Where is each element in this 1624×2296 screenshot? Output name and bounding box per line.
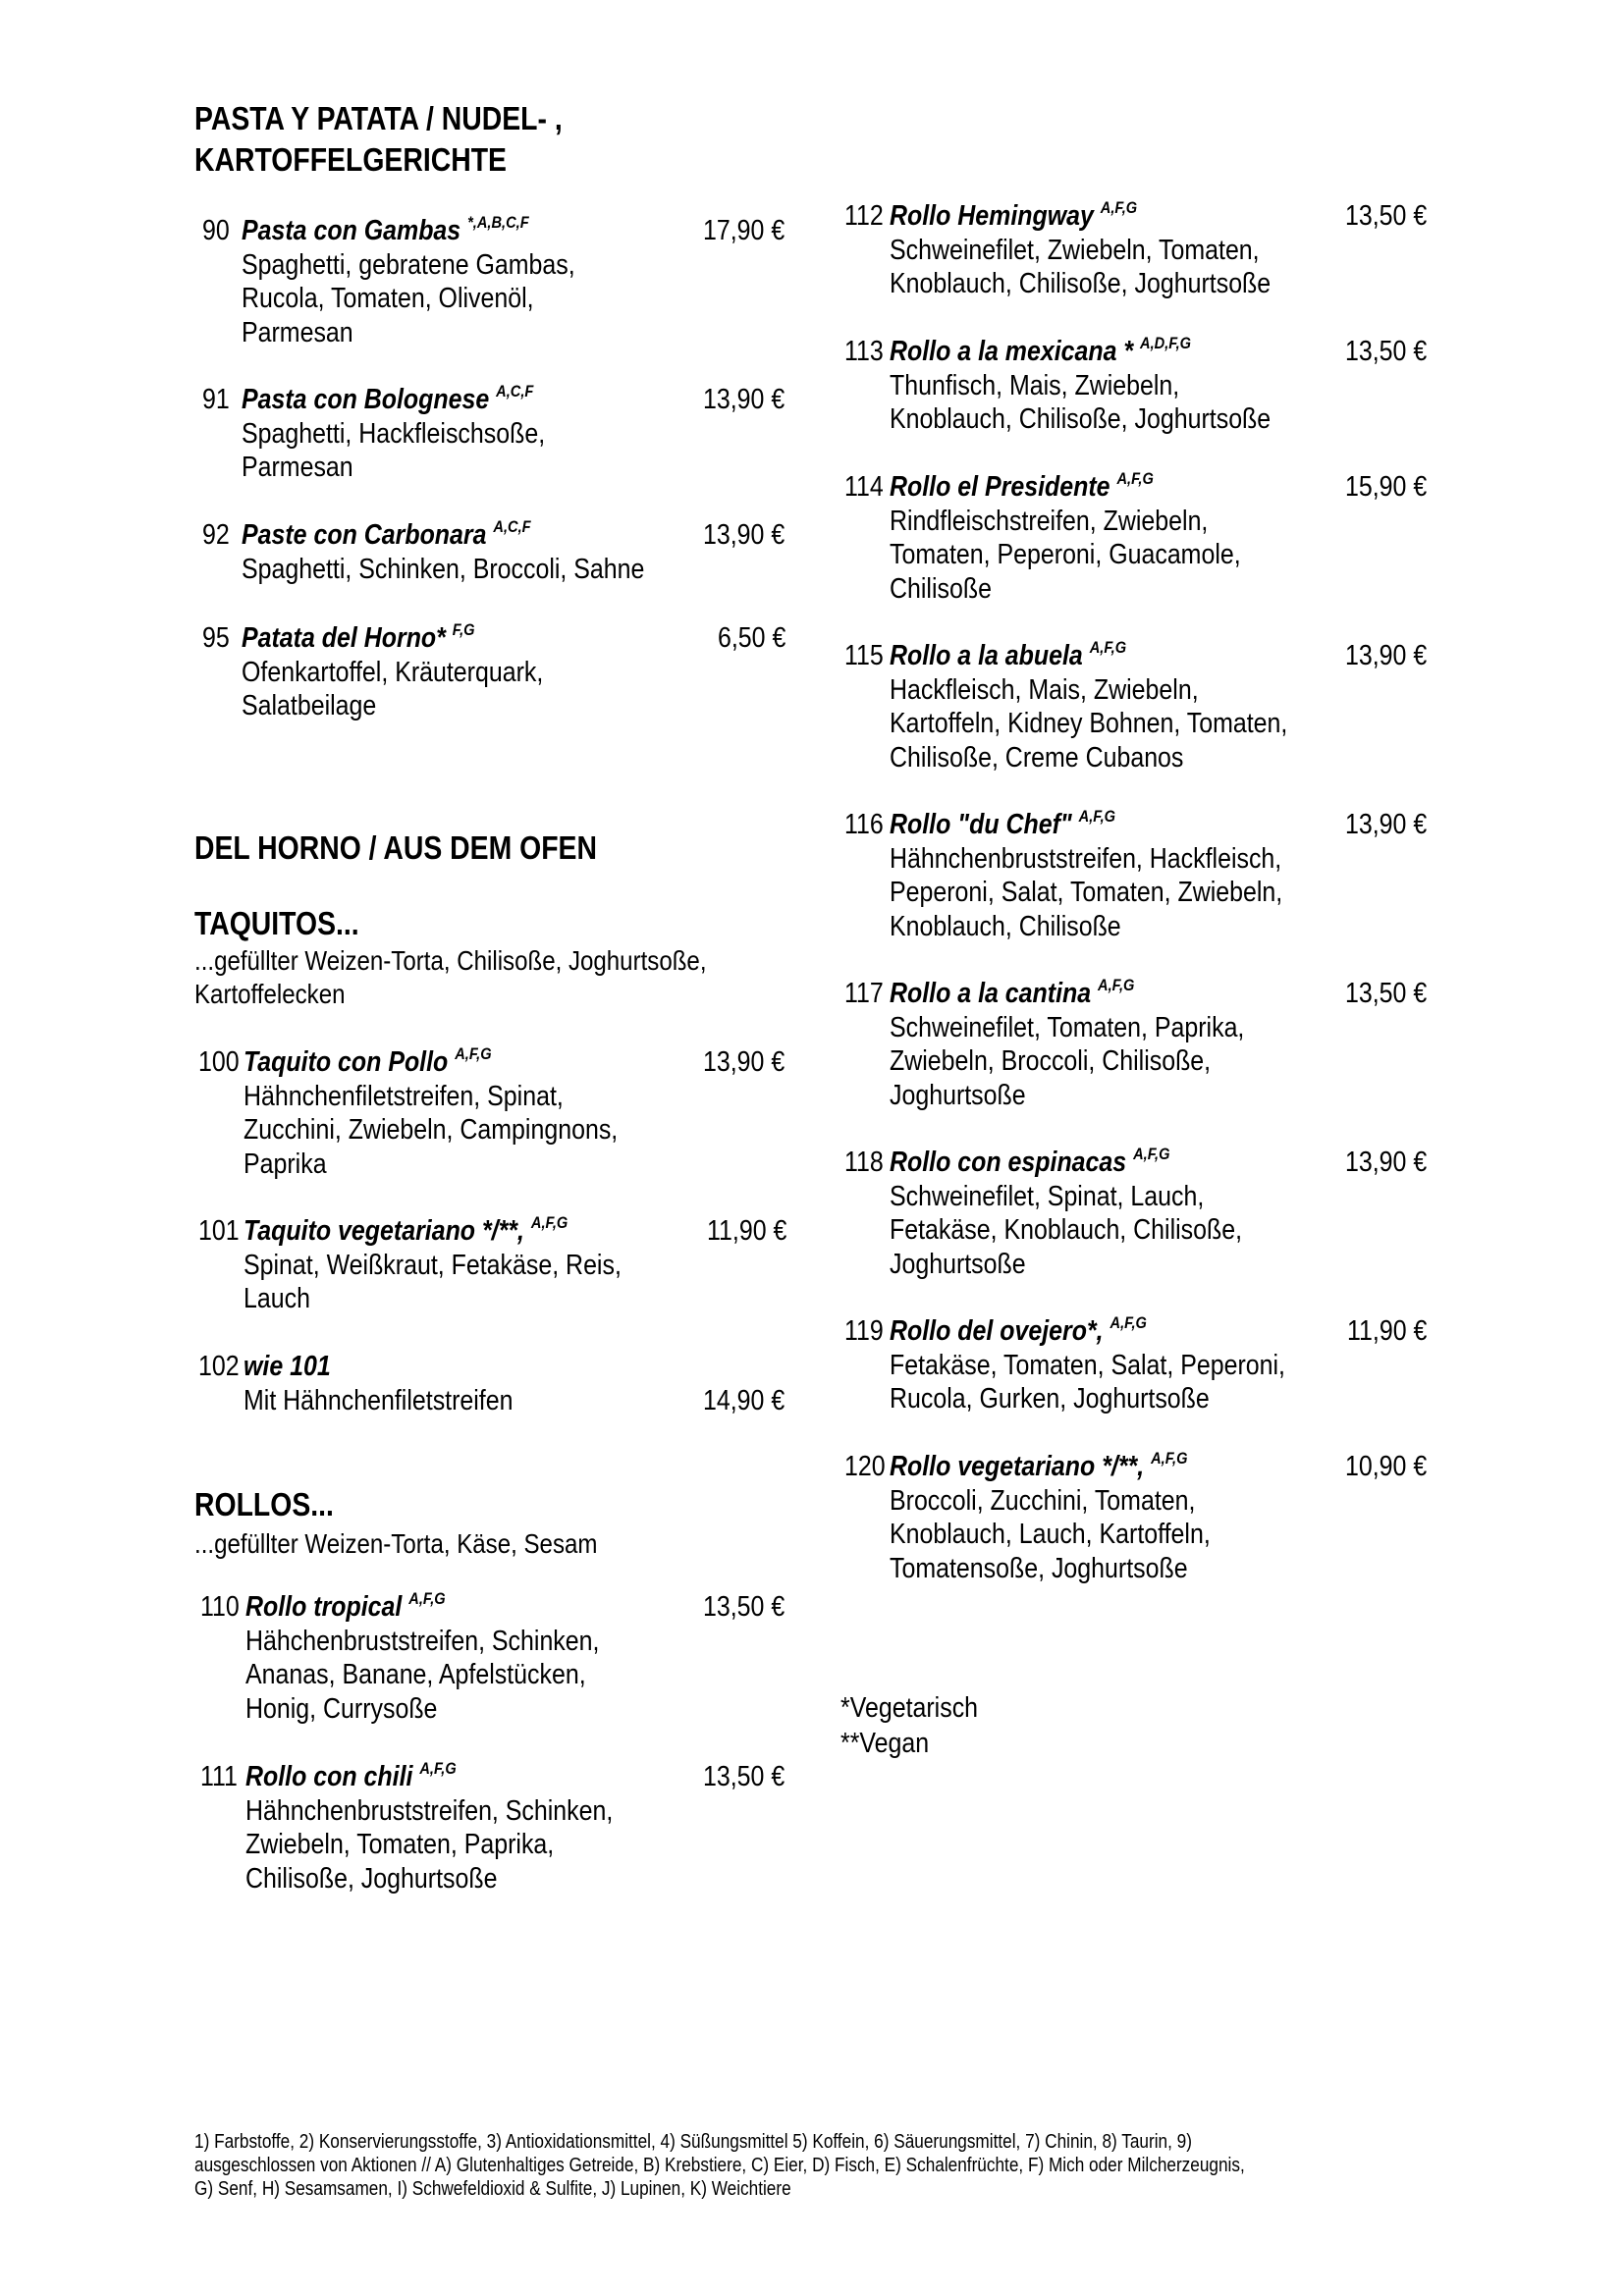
item-number: 112 [844,200,884,232]
item-name-text: Paste con Carbonara [242,519,487,551]
description-line: Broccoli, Zucchini, Tomaten, [890,1484,1196,1517]
description-line: Lauch [244,1283,310,1314]
item-price: 13,90 € [1345,640,1428,671]
description-line: Parmesan [242,316,353,348]
footnote-line: 1) Farbstoffe, 2) Konservierungsstoffe, 3) Antioxidationsmittel, 4) Süßungsmittel 5) Koffein, 6) Säuerungsmittel, 7) Chinin, 8) Taurin, 9) [194,2131,1192,2153]
item-description [244,1080,618,1182]
description-line: Rucola, Tomaten, Olivenöl, [242,283,534,314]
item-number: 101 [198,1215,240,1247]
allergen-codes: A,C,F [493,517,531,536]
item-number: 113 [844,336,884,367]
allergen-codes: A,F,G [1089,638,1127,657]
item-name [890,639,1126,673]
item-name [244,1045,492,1080]
item-name-text: Rollo con chili [245,1761,413,1792]
allergen-codes: A,C,F [496,382,534,400]
item-name-text: Pasta con Bolognese [242,384,490,415]
description-line: Zucchini, Zwiebeln, Campingnons, [244,1114,619,1146]
allergen-footnote [194,2130,1245,2201]
item-description [890,1349,1285,1416]
allergen-codes: A,F,G [530,1213,568,1232]
item-name [245,1590,446,1625]
item-name [890,977,1134,1011]
description-line: Paprika [244,1148,327,1180]
item-name-text: Rollo vegetariano */**, [890,1451,1145,1482]
item-description [890,1180,1242,1282]
item-number: 100 [198,1046,240,1078]
allergen-codes: A,F,G [1110,1313,1147,1332]
taquitos-subtitle [194,944,707,1011]
description-line: Schweinefilet, Tomaten, Paprika, [890,1011,1245,1043]
description-line: Zwiebeln, Tomaten, Paprika, [245,1829,555,1860]
item-description [242,248,575,350]
item-name [242,518,531,553]
subtitle-line: ...gefüllter Weizen-Torta, Chilisoße, Joghurtsoße, [194,945,707,976]
item-price: 13,50 € [1345,200,1428,232]
item-number: 90 [202,215,230,246]
item-name [242,214,529,248]
description-line: Knoblauch, Chilisoße, Joghurtsoße [890,268,1272,299]
item-name-text: Pasta con Gambas [242,215,461,246]
allergen-codes: A,F,G [1116,469,1154,488]
item-description [890,234,1271,301]
item-description [242,553,644,587]
description-line: Tomatensoße, Joghurtsoße [890,1552,1188,1584]
item-name-text: Rollo a la mexicana * [890,336,1134,367]
heading-line: PASTA Y PATATA / NUDEL- , [194,100,563,136]
item-price: 13,90 € [703,519,785,551]
item-price: 13,90 € [703,384,785,415]
subtitle-line: Kartoffelecken [194,979,346,1009]
item-name-text: Rollo a la cantina [890,978,1092,1009]
item-price: 13,90 € [1345,809,1428,840]
item-name-text: Taquito con Pollo [244,1046,449,1078]
item-description [244,1249,622,1316]
description-line: Spaghetti, Hackfleischsoße, [242,417,546,450]
description-line: Honig, Currysoße [245,1692,438,1725]
rollos-subtitle: ...gefüllter Weizen-Torta, Käse, Sesam [194,1528,598,1559]
taquitos-heading: TAQUITOS... [194,905,359,941]
item-name [890,470,1154,505]
description-line: Ananas, Banane, Apfelstücken, [245,1659,586,1690]
allergen-codes: A,F,G [1151,1449,1188,1468]
item-name-text: Rollo "du Chef" [890,809,1072,840]
description-line: Chilisoße [890,572,992,605]
item-name [244,1214,568,1249]
item-price: 13,50 € [703,1761,785,1792]
item-price: 11,90 € [707,1215,787,1247]
allergen-codes: A,F,G [1078,807,1116,826]
description-line: Spinat, Weißkraut, Fetakäse, Reis, [244,1249,622,1281]
item-number: 102 [198,1351,240,1382]
item-number: 114 [844,471,884,503]
item-number: 119 [844,1315,884,1347]
item-name [242,621,475,656]
item-number: 118 [844,1147,884,1178]
diet-legend [840,1690,978,1761]
footnote-line: ausgeschlossen von Aktionen // A) Glutenhaltiges Getreide, B) Krebstiere, C) Eier, D) Fisch, E) Schalenfrüchte, F) Mich oder Milcherzeugnis, [194,2155,1245,2176]
allergen-codes: *,A,B,C,F [467,213,529,232]
item-description [890,369,1271,437]
item-price: 15,90 € [1345,471,1428,503]
description-line: Hähchenbruststreifen, Schinken, [245,1625,600,1657]
item-name [242,383,533,417]
description-line: Spaghetti, gebratene Gambas, [242,248,575,281]
description-line: Fetakäse, Knoblauch, Chilisoße, [890,1214,1243,1246]
description-line: Hähnchenbruststreifen, Schinken, [245,1794,614,1827]
description-line: Ofenkartoffel, Kräuterquark, [242,656,544,688]
description-line: Knoblauch, Chilisoße, Joghurtsoße [890,403,1272,435]
description-line: Joghurtsoße [890,1248,1026,1280]
item-price: 17,90 € [703,215,785,246]
item-price: 13,90 € [703,1046,785,1078]
item-price: 6,50 € [718,622,786,654]
allergen-codes: A,F,G [1100,198,1138,217]
item-number: 91 [202,384,230,415]
item-number: 115 [844,640,884,671]
description-line: Schweinefilet, Zwiebeln, Tomaten, [890,234,1260,266]
legend-vegetarian: *Vegetarisch [840,1692,979,1724]
item-description [890,1011,1244,1113]
item-name [890,808,1115,842]
item-number: 120 [844,1451,886,1482]
item-name [890,1450,1187,1484]
description-line: Hähnchenbruststreifen, Hackfleisch, [890,842,1282,875]
description-line: Zwiebeln, Broccoli, Chilisoße, [890,1045,1212,1077]
description-line: Tomaten, Peperoni, Guacamole, [890,539,1241,570]
description-line: Rucola, Gurken, Joghurtsoße [890,1383,1210,1415]
item-number: 111 [200,1761,238,1792]
item-name-text: wie 101 [244,1351,331,1382]
item-number: 110 [200,1591,240,1623]
item-name-text: Rollo con espinacas [890,1147,1127,1178]
item-description [890,505,1241,607]
item-name-text: Taquito vegetariano */**, [244,1215,524,1247]
heading-line: KARTOFFELGERICHTE [194,141,507,178]
item-number: 95 [202,622,230,654]
item-description [890,842,1282,944]
item-description [244,1384,513,1418]
allergen-codes: A,D,F,G [1140,334,1192,352]
description-line: Rindfleischstreifen, Zwiebeln, [890,505,1209,537]
item-name [890,1314,1147,1349]
item-price: 11,90 € [1347,1315,1428,1347]
item-description [890,673,1287,775]
allergen-codes: A,F,G [455,1044,492,1063]
item-price: 13,50 € [703,1591,785,1623]
item-name-text: Rollo del ovejero*, [890,1315,1104,1347]
item-description [242,417,545,485]
item-name-text: Patata del Horno* [242,622,446,654]
item-description [245,1625,599,1727]
item-description [242,656,543,723]
allergen-codes: A,F,G [1098,976,1135,994]
allergen-codes: A,F,G [1133,1145,1170,1163]
description-line: Joghurtsoße [890,1079,1026,1111]
item-name-text: Rollo tropical [245,1591,403,1623]
description-line: Spaghetti, Schinken, Broccoli, Sahne [242,553,645,585]
allergen-codes: A,F,G [419,1759,457,1778]
description-line: Hackfleisch, Mais, Zwiebeln, [890,673,1199,706]
description-line: Fetakäse, Tomaten, Salat, Peperoni, [890,1349,1285,1381]
description-line: Mit Hähnchenfiletstreifen [244,1384,514,1416]
item-name [244,1350,331,1384]
item-price: 10,90 € [1345,1451,1428,1482]
rollos-heading: ROLLOS... [194,1486,334,1522]
item-name-text: Rollo Hemingway [890,200,1094,232]
item-name-text: Rollo el Presidente [890,471,1110,503]
item-description [245,1794,613,1896]
item-price: 13,90 € [1345,1147,1428,1178]
description-line: Thunfisch, Mais, Zwiebeln, [890,369,1180,401]
pasta-section-heading [194,98,563,181]
item-number: 92 [202,519,230,551]
description-line: Peperoni, Salat, Tomaten, Zwiebeln, [890,877,1283,908]
description-line: Parmesan [242,452,353,483]
description-line: Kartoffeln, Kidney Bohnen, Tomaten, [890,708,1288,739]
allergen-codes: A,F,G [408,1589,446,1608]
item-name-text: Rollo a la abuela [890,640,1083,671]
legend-vegan: **Vegan [840,1728,930,1759]
item-description [890,1484,1211,1586]
item-price: 13,50 € [1345,336,1428,367]
description-line: Chilisoße, Creme Cubanos [890,741,1184,774]
item-name [245,1760,457,1794]
item-name [890,335,1191,369]
allergen-codes: F,G [452,620,475,639]
description-line: Schweinefilet, Spinat, Lauch, [890,1180,1205,1212]
item-price: 14,90 € [703,1384,785,1416]
description-line: Knoblauch, Chilisoße [890,910,1121,942]
item-name [890,1146,1169,1180]
description-line: Knoblauch, Lauch, Kartoffeln, [890,1519,1211,1550]
description-line: Salatbeilage [242,690,377,721]
description-line: Hähnchenfiletstreifen, Spinat, [244,1080,564,1112]
horno-section-heading: DEL HORNO / AUS DEM OFEN [194,829,597,866]
footnote-line: G) Senf, H) Sesamsamen, I) Schwefeldioxid & Sulfite, J) Lupinen, K) Weichtiere [194,2178,791,2200]
item-name [890,199,1137,234]
item-number: 117 [844,978,884,1009]
item-number: 116 [844,809,884,840]
description-line: Chilisoße, Joghurtsoße [245,1862,498,1895]
item-price: 13,50 € [1345,978,1428,1009]
